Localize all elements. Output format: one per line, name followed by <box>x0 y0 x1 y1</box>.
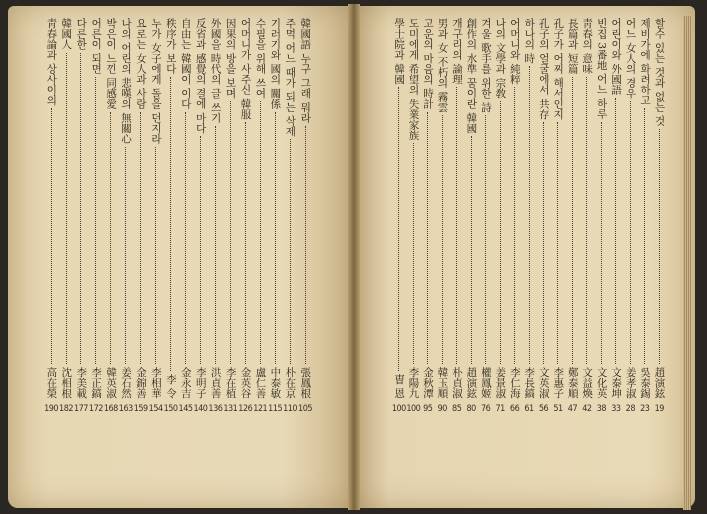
toc-entry <box>436 12 449 414</box>
toc-entry-page-number: 80 <box>466 404 476 414</box>
toc-dot-leader <box>80 53 81 364</box>
toc-entry-author: 韓玉順 <box>436 366 449 398</box>
toc-entry-page-number: 126 <box>238 404 253 414</box>
toc-entry-author: 沈相根 <box>60 366 73 398</box>
toc-entry-title: 겨울 歌手를 위한 詩 <box>479 18 492 113</box>
toc-entry-title: 男과 女 不朽의 霧雲 <box>436 18 449 113</box>
toc-entry-author: 李相華 <box>149 366 162 398</box>
toc-entry-page-number: 28 <box>625 404 635 414</box>
toc-entry-author: 文化英 <box>595 366 608 398</box>
toc-entry-author: 李長鎬 <box>523 366 536 398</box>
toc-entry-title: 개구리의 論理 <box>450 18 463 85</box>
toc-entry-author: 李 令 <box>164 373 177 398</box>
toc-entry <box>238 12 253 414</box>
toc-entry-page-number: 154 <box>148 404 163 414</box>
toc-dot-leader <box>644 108 645 363</box>
toc-entry-title: 나의 文學과 宗敎 <box>494 18 507 99</box>
toc-entry-title: 도미에게 希望의 失業家族 <box>407 18 420 141</box>
toc-entry-title: 自由는 韓國이 이다 <box>179 18 192 109</box>
toc-entry-title: 주먹 어느 때가 되는 삭제 <box>284 18 297 137</box>
toc-entry-author: 中泰敏 <box>269 366 282 398</box>
toc-entry-page-number: 33 <box>611 404 621 414</box>
toc-entry-page-number: 150 <box>163 404 178 414</box>
toc-dot-leader <box>456 87 457 363</box>
toc-entry-author: 洪貞善 <box>209 366 222 398</box>
toc-entry-page-number: 19 <box>654 404 664 414</box>
toc-entry <box>59 12 74 414</box>
toc-entry-author: 金秋潭 <box>422 366 435 398</box>
toc-entry-title: 反省과 感覺의 결에 마다 <box>194 18 207 134</box>
toc-entry-title: 長篇과 短篇 <box>566 18 579 74</box>
toc-dot-leader <box>557 122 558 363</box>
toc-entry-title: 어른이 되면 <box>90 18 103 74</box>
toc-dot-leader <box>275 112 276 364</box>
toc-entry-author: 鄭泰順 <box>566 366 579 398</box>
toc-entry-title: 韓國語 누구 그래 뭐라 <box>299 18 312 123</box>
toc-entry <box>595 12 608 414</box>
toc-dot-leader <box>615 98 616 364</box>
toc-entry-page-number: 100 <box>391 404 406 414</box>
toc-entry-author: 金永吉 <box>179 366 192 398</box>
toc-dot-leader <box>110 112 111 364</box>
toc-entry-title: 孔子가 어찌 해서인지 <box>552 18 565 120</box>
toc-entry <box>391 12 406 414</box>
toc-entry-page-number: 159 <box>133 404 148 414</box>
toc-entry-page-number: 51 <box>553 404 563 414</box>
toc-entry-title: 수필을 위해 쓰여 <box>254 18 267 99</box>
toc-dot-leader <box>230 101 231 363</box>
toc-dot-leader <box>427 112 428 364</box>
toc-entry <box>479 12 492 414</box>
toc-entry-page-number: 105 <box>298 404 313 414</box>
left-page <box>8 6 352 508</box>
toc-entry-title: 요로는 女人과 사람 <box>134 18 147 109</box>
toc-entry-title: 孔子의 얼굴에서 共存 <box>537 18 550 120</box>
toc-dot-leader <box>140 112 141 364</box>
toc-entry-title: 고운의 마음의 時計 <box>422 18 435 109</box>
toc-entry-author: 朴貞淑 <box>450 366 463 398</box>
toc-entry-author: 李明子 <box>194 366 207 398</box>
toc-entry <box>268 12 283 414</box>
toc-dot-leader <box>659 129 660 364</box>
toc-dot-leader <box>170 77 171 371</box>
toc-entry-author: 李陽九 <box>407 366 420 398</box>
book-gutter <box>348 4 360 510</box>
toc-entry-title: 어머니가 사주신 韓服 <box>239 18 252 120</box>
toc-entry <box>464 12 478 414</box>
toc-entry <box>223 12 238 414</box>
toc-entry <box>208 12 223 414</box>
toc-entry <box>566 12 579 414</box>
toc-dot-leader <box>245 122 246 363</box>
toc-entry-author: 李仁海 <box>508 366 521 398</box>
toc-dot-leader <box>95 77 96 364</box>
toc-entry-page-number: 42 <box>582 404 592 414</box>
toc-entry-title: 할수 있는 것과 없는 것 <box>653 18 666 126</box>
toc-entry-author: 文益煥 <box>581 366 594 398</box>
toc-entry-title: 學士院과 韓國 <box>393 18 406 85</box>
toc-entry-title: 하나의 時 <box>523 18 536 64</box>
toc-entry-author: 文泰坤 <box>610 366 623 398</box>
toc-entry-page-number: 172 <box>88 404 103 414</box>
toc-entry <box>551 12 565 414</box>
toc-entry-title: 韓國人 <box>60 18 73 50</box>
toc-dot-leader <box>442 115 443 363</box>
toc-entry-author: 趙演鉉 <box>465 366 478 398</box>
toc-entry-page-number: 85 <box>452 404 462 414</box>
toc-entry-author: 李惠子 <box>552 366 565 398</box>
toc-entry-author: 金錦善 <box>134 366 147 398</box>
toc-entry <box>493 12 507 414</box>
toc-entry-page-number: 131 <box>223 404 238 414</box>
toc-entry-title: 靑春의 意味 <box>581 18 594 74</box>
toc-dot-leader <box>500 101 501 363</box>
toc-entry-title: 나의 어린의 悲嘆의 無關心 <box>120 18 133 144</box>
toc-entry <box>103 12 118 414</box>
toc-entry <box>450 12 463 414</box>
toc-dot-leader <box>305 126 306 364</box>
toc-entry-author: 張鳳根 <box>299 366 312 398</box>
toc-entry <box>624 12 637 414</box>
toc-entry <box>522 12 536 414</box>
toc-entry-author: 李在植 <box>224 366 237 398</box>
toc-entry-page-number: 23 <box>640 404 650 414</box>
toc-entry-page-number: 182 <box>59 404 74 414</box>
toc-entry-author: 姜景淑 <box>494 366 507 398</box>
toc-entry <box>283 12 298 414</box>
toc-entry-page-number: 177 <box>73 404 88 414</box>
toc-entry-page-number: 66 <box>509 404 520 414</box>
right-toc-columns <box>391 12 666 414</box>
toc-dot-leader <box>471 136 472 363</box>
page-edges <box>683 16 691 510</box>
toc-dot-leader <box>543 122 544 363</box>
toc-dot-leader <box>485 115 486 363</box>
toc-entry-page-number: 95 <box>423 404 433 414</box>
toc-entry-author: 文英淑 <box>537 366 550 398</box>
toc-dot-leader <box>630 101 631 363</box>
toc-dot-leader <box>215 126 216 364</box>
toc-entry <box>44 12 59 414</box>
toc-entry-title: 創作의 水準 꿈이란 韓國 <box>465 18 478 134</box>
toc-entry-page-number: 71 <box>495 404 505 414</box>
toc-dot-leader <box>572 77 573 364</box>
toc-dot-leader <box>200 136 201 363</box>
toc-entry <box>133 12 148 414</box>
toc-entry-author: 姜石然 <box>120 366 133 398</box>
toc-entry <box>421 12 435 414</box>
toc-entry-author: 高在榮 <box>45 366 58 398</box>
toc-entry-title: 外國을 時代의 글 쓰기 <box>209 18 222 123</box>
toc-entry <box>406 12 421 414</box>
toc-dot-leader <box>66 53 67 364</box>
toc-entry-title: 기러기와 國의 關係 <box>269 18 282 109</box>
toc-entry <box>193 12 208 414</box>
toc-entry <box>148 12 163 414</box>
toc-entry-page-number: 47 <box>567 404 578 414</box>
toc-entry <box>508 12 521 414</box>
toc-entry-author: 韓英淑 <box>105 366 118 398</box>
toc-entry <box>253 12 268 414</box>
toc-entry <box>178 12 193 414</box>
toc-entry <box>88 12 103 414</box>
toc-entry-title: 누가 女子에게 돌을 던지라 <box>149 18 162 144</box>
toc-entry <box>73 12 88 414</box>
toc-dot-leader <box>125 147 126 364</box>
toc-entry-author: 趙演鉉 <box>653 366 666 398</box>
toc-entry-author: 李美載 <box>75 366 88 398</box>
toc-entry-page-number: 190 <box>44 404 59 414</box>
right-page <box>355 6 695 508</box>
toc-dot-leader <box>51 108 52 363</box>
toc-entry-page-number: 61 <box>524 404 534 414</box>
toc-entry-title: 다른한 <box>75 18 88 50</box>
left-toc-columns <box>44 12 313 414</box>
toc-dot-leader <box>290 139 291 363</box>
toc-dot-leader <box>601 122 602 364</box>
toc-entry-title: 빈집 3番地 어느 하루 <box>595 18 608 119</box>
toc-dot-leader <box>398 87 399 370</box>
toc-entry-title: 제비가에 화려하고 <box>639 18 652 106</box>
toc-entry-title: 秩序가 보다 <box>164 18 177 74</box>
toc-entry-author: 曺 恩 <box>393 373 406 398</box>
toc-entry <box>580 12 594 414</box>
toc-entry-page-number: 163 <box>118 404 133 414</box>
toc-entry-page-number: 56 <box>538 404 549 414</box>
toc-entry-author: 朴在京 <box>284 366 297 398</box>
toc-entry <box>638 12 652 414</box>
toc-entry-author: 盧仁善 <box>254 366 267 398</box>
toc-entry-author: 權鳳姬 <box>479 366 492 398</box>
toc-entry <box>609 12 623 414</box>
toc-entry-author: 李正鎬 <box>90 366 103 398</box>
toc-dot-leader <box>185 112 186 364</box>
toc-entry-page-number: 121 <box>253 404 268 414</box>
toc-dot-leader <box>529 66 530 363</box>
toc-entry-author: 吳泰錫 <box>639 366 652 398</box>
toc-entry-page-number: 100 <box>406 404 421 414</box>
toc-dot-leader <box>155 147 156 364</box>
toc-entry-title: 靑春論과 상사이의 <box>45 18 58 106</box>
toc-entry <box>537 12 550 414</box>
toc-entry <box>118 12 133 414</box>
toc-entry-author: 金英谷 <box>239 366 252 398</box>
toc-entry-page-number: 140 <box>193 404 208 414</box>
toc-entry-page-number: 90 <box>437 404 447 414</box>
toc-entry <box>298 12 313 414</box>
toc-dot-leader <box>413 143 414 363</box>
toc-entry-page-number: 38 <box>596 404 607 414</box>
toc-dot-leader <box>260 101 261 363</box>
toc-entry-author: 姜孝淑 <box>624 366 637 398</box>
toc-entry-title: 因果의 방을 보며 <box>224 18 237 99</box>
toc-dot-leader <box>586 77 587 364</box>
toc-entry <box>653 12 666 414</box>
toc-dot-leader <box>514 87 515 363</box>
toc-entry-page-number: 136 <box>208 404 223 414</box>
toc-entry-title: 어머니와 純粹 <box>508 18 521 85</box>
toc-entry-title: 어느 女人의 경우 <box>624 18 637 99</box>
toc-entry-page-number: 145 <box>178 404 193 414</box>
toc-entry-page-number: 110 <box>283 404 298 414</box>
toc-entry <box>163 12 178 414</box>
toc-entry-page-number: 115 <box>268 404 283 414</box>
toc-entry-title: 어린이와 外國語 <box>610 18 623 95</box>
toc-entry-page-number: 168 <box>103 404 118 414</box>
toc-entry-page-number: 76 <box>480 404 491 414</box>
toc-entry-title: 박은이 느낀 同感愛 <box>105 18 118 109</box>
